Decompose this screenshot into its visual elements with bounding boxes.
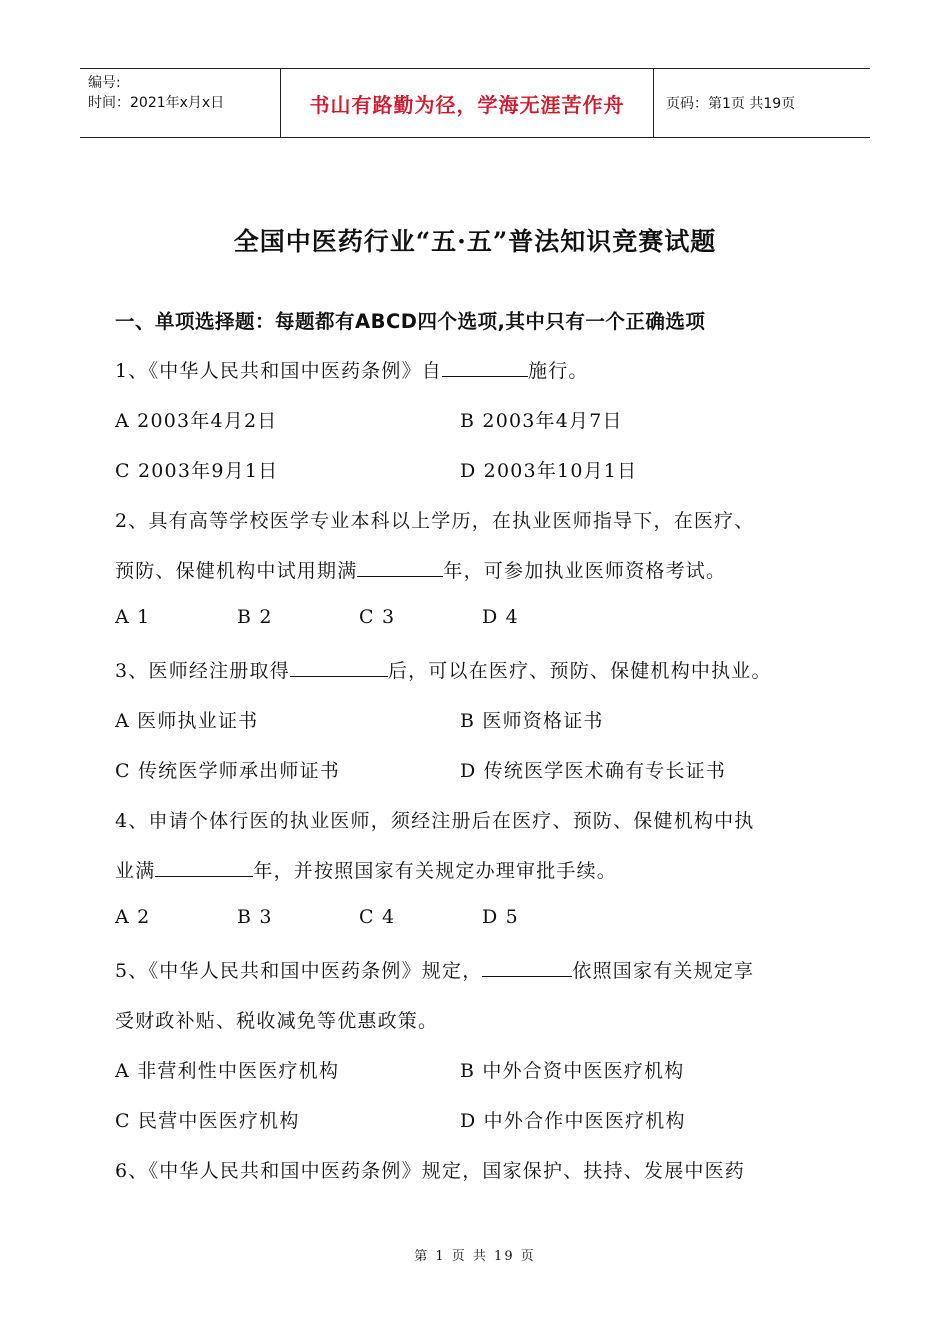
option-a: A 医师执业证书 bbox=[115, 710, 259, 732]
option-d: D 中外合作中医医疗机构 bbox=[460, 1110, 686, 1132]
option-a: A 2 bbox=[115, 906, 151, 928]
option-c: C 4 bbox=[359, 906, 396, 928]
number-label: 编号: bbox=[88, 75, 121, 91]
page-footer: 第 1 页 共 19 页 bbox=[414, 1249, 536, 1264]
option-d: D 5 bbox=[482, 906, 519, 928]
question-4-line-1: 4、申请个体行医的执业医师，须经注册后在医疗、预防、保健机构中执 bbox=[115, 810, 755, 832]
header-page-info: 页码：第1页 共19页 bbox=[666, 96, 796, 112]
option-d: D 4 bbox=[482, 606, 519, 628]
option-b: B 3 bbox=[237, 906, 273, 928]
option-a: A 2003年4月2日 bbox=[115, 410, 278, 432]
option-c: C 3 bbox=[359, 606, 396, 628]
answer-blank bbox=[290, 658, 388, 677]
question-1-stem: 1、《中华人民共和国中医药条例》自 施行。 bbox=[115, 360, 589, 382]
document-header bbox=[80, 68, 870, 138]
option-b: B 中外合资中医医疗机构 bbox=[460, 1060, 685, 1082]
question-5-line-1: 5、《中华人民共和国中医药条例》规定， 依照国家有关规定享 bbox=[115, 960, 755, 982]
option-b: B 2003年4月7日 bbox=[460, 410, 623, 432]
time-label: 时间：2021年x月x日 bbox=[88, 95, 225, 111]
option-d: D 传统医学医术确有专长证书 bbox=[460, 760, 727, 782]
option-a: A 1 bbox=[115, 606, 151, 628]
answer-blank bbox=[482, 958, 572, 977]
header-motto: 书山有路勤为径，学海无涯苦作舟 bbox=[280, 69, 654, 137]
option-b: B 医师资格证书 bbox=[460, 710, 604, 732]
question-2-line-2: 预防、保健机构中试用期满 年，可参加执业医师资格考试。 bbox=[115, 560, 727, 582]
option-d: D 2003年10月1日 bbox=[460, 460, 638, 482]
question-6-line-1: 6、《中华人民共和国中医药条例》规定，国家保护、扶持、发展中医药 bbox=[115, 1160, 745, 1182]
question-4-line-2: 业满 年，并按照国家有关规定办理审批手续。 bbox=[115, 860, 618, 882]
header-meta bbox=[80, 69, 280, 137]
page-title: 全国中医药行业“五·五”普法知识竞赛试题 bbox=[233, 227, 717, 256]
question-3-stem: 3、医师经注册取得 后，可以在医疗、预防、保健机构中执业。 bbox=[115, 660, 772, 682]
answer-blank bbox=[155, 858, 253, 877]
answer-blank bbox=[442, 358, 528, 377]
option-a: A 非营利性中医医疗机构 bbox=[115, 1060, 340, 1082]
question-2-line-1: 2、具有高等学校医学专业本科以上学历，在执业医师指导下，在医疗、 bbox=[115, 510, 755, 532]
option-b: B 2 bbox=[237, 606, 273, 628]
question-5-line-2: 受财政补贴、税收减免等优惠政策。 bbox=[115, 1010, 439, 1032]
answer-blank bbox=[357, 558, 443, 577]
section-heading: 一、单项选择题：每题都有ABCD四个选项,其中只有一个正确选项 bbox=[115, 310, 706, 333]
option-c: C 民营中医医疗机构 bbox=[115, 1110, 300, 1132]
option-c: C 传统医学师承出师证书 bbox=[115, 760, 340, 782]
option-c: C 2003年9月1日 bbox=[115, 460, 279, 482]
